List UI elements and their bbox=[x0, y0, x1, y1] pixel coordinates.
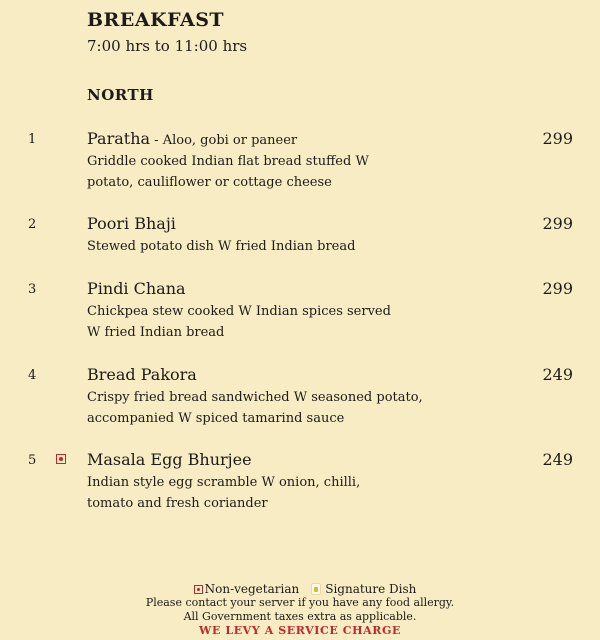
item-name: Masala Egg Bhurjee bbox=[87, 450, 252, 469]
item-price: 299 bbox=[542, 129, 573, 148]
legend bbox=[10, 582, 600, 596]
menu-footer bbox=[0, 582, 600, 638]
item-description bbox=[87, 236, 507, 257]
item-title bbox=[87, 213, 176, 235]
legend-signature-label: Signature Dish bbox=[325, 582, 417, 596]
item-name: Paratha bbox=[87, 129, 151, 148]
item-description-line: Crispy fried bread sandwiched W seasoned potato, bbox=[87, 390, 423, 405]
section-title: BREAKFAST bbox=[87, 9, 225, 31]
tax-note: All Government taxes extra as applicable. bbox=[183, 610, 417, 623]
region-heading: NORTH bbox=[87, 86, 154, 104]
item-description-line: Chickpea stew cooked W Indian spices served bbox=[87, 304, 391, 319]
item-description-line: Indian style egg scramble W onion, chilli, bbox=[87, 475, 361, 490]
legend-nonveg-label: Non-vegetarian bbox=[204, 582, 300, 596]
menu-header bbox=[87, 8, 247, 56]
item-price: 299 bbox=[542, 214, 573, 233]
service-hours: 7:00 hrs to 11:00 hrs bbox=[87, 37, 248, 55]
item-number: 3 bbox=[28, 282, 37, 297]
item-description bbox=[87, 301, 507, 343]
item-description-line: accompanied W spiced tamarind sauce bbox=[87, 411, 345, 426]
item-title bbox=[87, 449, 252, 471]
item-name: Poori Bhaji bbox=[87, 214, 176, 233]
item-price: 299 bbox=[542, 279, 573, 298]
item-description-line: W fried Indian bread bbox=[87, 325, 225, 340]
item-name: Bread Pakora bbox=[87, 365, 197, 384]
item-number: 2 bbox=[28, 217, 37, 232]
item-price: 249 bbox=[542, 365, 573, 384]
item-title bbox=[87, 364, 197, 386]
item-description-line: tomato and fresh coriander bbox=[87, 496, 268, 511]
service-charge-note: WE LEVY A SERVICE CHARGE bbox=[199, 624, 401, 637]
item-description-line: potato, cauliflower or cottage cheese bbox=[87, 175, 332, 190]
item-description bbox=[87, 387, 507, 429]
signature-dish-icon bbox=[311, 583, 321, 595]
allergy-note: Please contact your server if you have any food allergy. bbox=[145, 596, 455, 609]
item-description bbox=[87, 151, 507, 193]
item-number: 4 bbox=[28, 368, 37, 383]
item-description bbox=[87, 472, 507, 514]
item-price: 249 bbox=[542, 450, 573, 469]
item-note: - Aloo, gobi or paneer bbox=[150, 133, 298, 148]
non-veg-icon bbox=[56, 454, 66, 464]
item-name: Pindi Chana bbox=[87, 279, 186, 298]
item-title bbox=[87, 278, 186, 300]
item-description-line: Stewed potato dish W fried Indian bread bbox=[87, 239, 356, 254]
item-description-line: Griddle cooked Indian flat bread stuffed W bbox=[87, 154, 369, 169]
item-number: 1 bbox=[28, 132, 37, 147]
non-veg-icon bbox=[194, 585, 203, 594]
item-number: 5 bbox=[28, 453, 37, 468]
item-title bbox=[87, 128, 297, 152]
